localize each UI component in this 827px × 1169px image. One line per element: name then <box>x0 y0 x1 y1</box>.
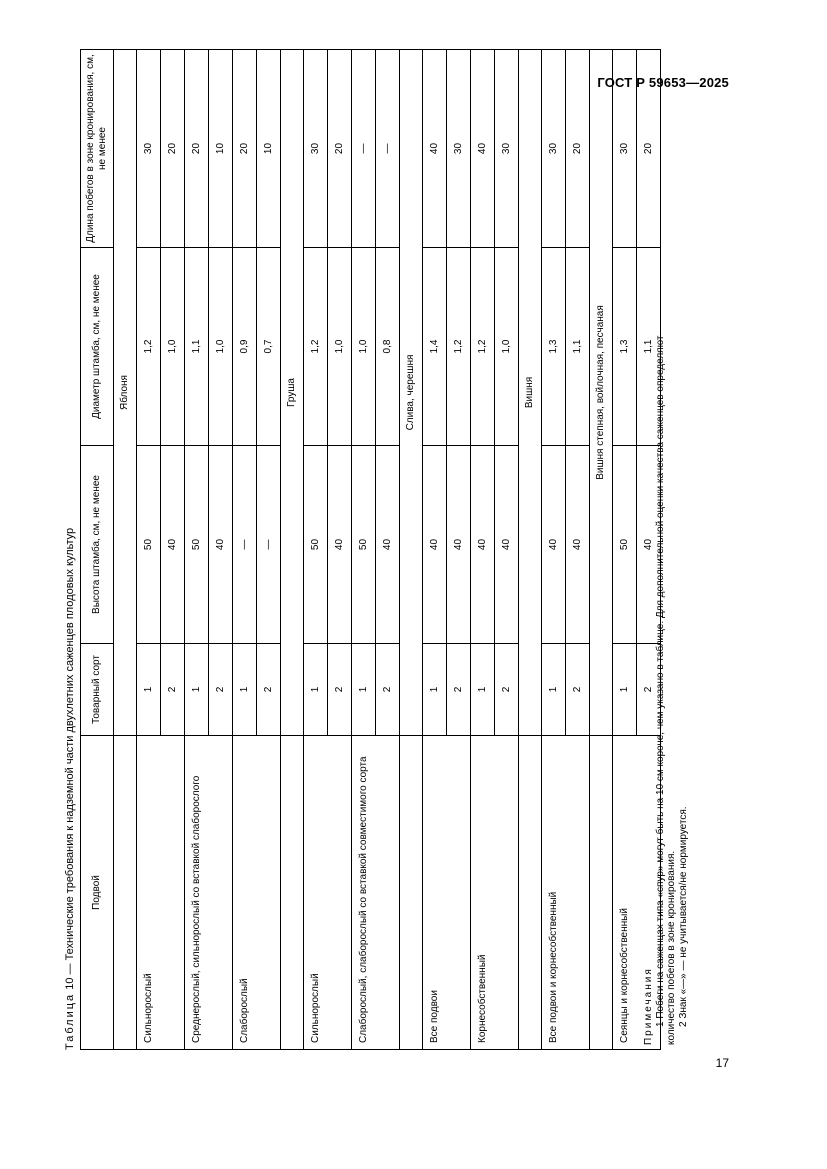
diameter-cell: 1,3 <box>542 248 566 446</box>
grade-cell: 2 <box>566 644 590 736</box>
table-notes <box>643 50 689 1045</box>
table-row <box>233 50 257 1050</box>
diameter-cell: 1,1 <box>637 248 661 446</box>
table-header-row <box>81 50 114 1050</box>
table-row <box>376 50 400 1050</box>
height-cell: 40 <box>471 446 495 644</box>
diameter-cell: 1,0 <box>161 248 185 446</box>
table-caption-number: 10 <box>64 977 76 990</box>
shoot-cell: 20 <box>566 50 590 248</box>
height-cell: 40 <box>447 446 471 644</box>
shoot-cell: 30 <box>495 50 519 248</box>
grade-cell: 1 <box>233 644 257 736</box>
diameter-cell: 1,0 <box>495 248 519 446</box>
grade-cell: 2 <box>257 644 281 736</box>
column-header-stem-diameter: Диаметр штамба, см, не менее <box>81 248 114 446</box>
diameter-cell: 0,7 <box>257 248 281 446</box>
rootstock-cell-continued <box>161 736 185 1050</box>
rootstock-cell: Сильнорослый <box>137 736 161 1050</box>
diameter-cell: 0,9 <box>233 248 257 446</box>
column-header-stem-height: Высота штамба, см, не менее <box>81 446 114 644</box>
height-cell: 40 <box>328 446 352 644</box>
rootstock-cell-continued <box>566 736 590 1050</box>
requirements-table <box>80 49 661 1050</box>
grade-cell: 1 <box>542 644 566 736</box>
column-header-grade: Товарный сорт <box>81 644 114 736</box>
note-1-line-1: 1 Побеги на саженцах типа «спур» могут быть на 10 см короче, чем указано в таблице. Для дополнительной оценки качества саженцев определяют <box>654 335 666 1027</box>
grade-cell: 2 <box>328 644 352 736</box>
table-caption <box>60 528 80 1050</box>
shoot-cell: — <box>352 50 376 248</box>
diameter-cell: 1,1 <box>566 248 590 446</box>
table-row <box>328 50 352 1050</box>
grade-cell: 2 <box>161 644 185 736</box>
rootstock-cell: Слаборослый <box>233 736 257 1050</box>
column-header-rootstock: Подвой <box>81 736 114 1050</box>
rootstock-cell: Все подвои и корнесобственный <box>542 736 566 1050</box>
height-cell: 50 <box>185 446 209 644</box>
grade-cell: 1 <box>471 644 495 736</box>
table-row <box>304 50 328 1050</box>
grade-cell: 2 <box>495 644 519 736</box>
table-row <box>209 50 233 1050</box>
height-cell: 40 <box>423 446 447 644</box>
table-row <box>566 50 590 1050</box>
grade-cell: 2 <box>447 644 471 736</box>
note-1-line-2: количество побегов в зоне кронирования. <box>666 850 677 1045</box>
height-cell: 40 <box>542 446 566 644</box>
height-cell: 40 <box>376 446 400 644</box>
height-cell: 40 <box>566 446 590 644</box>
grade-cell: 2 <box>209 644 233 736</box>
rootstock-cell: Корнесобственный <box>471 736 495 1050</box>
rootstock-cell-continued <box>328 736 352 1050</box>
column-header-shoot-length: Длина побегов в зоне кронирования, см, не менее <box>81 50 114 248</box>
shoot-cell: 30 <box>447 50 471 248</box>
diameter-cell: 1,2 <box>471 248 495 446</box>
shoot-cell: 20 <box>161 50 185 248</box>
height-cell: 40 <box>637 446 661 644</box>
table-row <box>352 50 376 1050</box>
grade-cell: 2 <box>637 644 661 736</box>
table-row <box>161 50 185 1050</box>
group-row-pear <box>281 50 304 1050</box>
table-row <box>185 50 209 1050</box>
shoot-cell: 10 <box>257 50 281 248</box>
shoot-cell: 10 <box>209 50 233 248</box>
group-row-steppe-cherry <box>590 50 613 1050</box>
rootstock-cell-continued <box>257 736 281 1050</box>
diameter-cell: 1,0 <box>352 248 376 446</box>
height-cell: 50 <box>137 446 161 644</box>
diameter-cell: 1,3 <box>613 248 637 446</box>
grade-cell: 1 <box>613 644 637 736</box>
height-cell: 40 <box>209 446 233 644</box>
rootstock-cell-continued <box>495 736 519 1050</box>
height-cell: 40 <box>161 446 185 644</box>
rotated-table-block <box>60 50 725 1050</box>
grade-cell: 1 <box>304 644 328 736</box>
page-number: 17 <box>715 1056 729 1070</box>
shoot-cell: 40 <box>423 50 447 248</box>
rootstock-cell-continued <box>447 736 471 1050</box>
notes-title: Примечания <box>643 967 654 1045</box>
group-label: Слива, черешня <box>400 50 423 736</box>
grade-cell: 1 <box>185 644 209 736</box>
table-row <box>137 50 161 1050</box>
table-caption-text: — Технические требования к надземной части двухлетних саженцев плодовых культур <box>64 527 76 975</box>
diameter-cell: 1,2 <box>447 248 471 446</box>
height-cell: 40 <box>495 446 519 644</box>
table-row <box>542 50 566 1050</box>
shoot-cell: 30 <box>542 50 566 248</box>
rootstock-cell-continued <box>376 736 400 1050</box>
shoot-cell: — <box>376 50 400 248</box>
rootstock-cell: Сильнорослый <box>304 736 328 1050</box>
height-cell: 50 <box>304 446 328 644</box>
diameter-cell: 1,2 <box>137 248 161 446</box>
shoot-cell: 30 <box>304 50 328 248</box>
height-cell: 50 <box>613 446 637 644</box>
shoot-cell: 30 <box>613 50 637 248</box>
shoot-cell: 30 <box>137 50 161 248</box>
diameter-cell: 0,8 <box>376 248 400 446</box>
standard-code: ГОСТ Р 59653—2025 <box>597 75 729 90</box>
group-label: Яблоня <box>114 50 137 736</box>
grade-cell: 2 <box>376 644 400 736</box>
table-row <box>423 50 447 1050</box>
group-row-plum <box>400 50 423 1050</box>
diameter-cell: 1,2 <box>304 248 328 446</box>
grade-cell: 1 <box>137 644 161 736</box>
table-row <box>447 50 471 1050</box>
shoot-cell: 40 <box>471 50 495 248</box>
grade-cell: 1 <box>352 644 376 736</box>
table-row <box>613 50 637 1050</box>
shoot-cell: 20 <box>637 50 661 248</box>
shoot-cell: 20 <box>328 50 352 248</box>
rootstock-cell: Слаборослый, слаборослый со вставкой совместимого сорта <box>352 736 376 1050</box>
rootstock-cell: Все подвои <box>423 736 447 1050</box>
shoot-cell: 20 <box>185 50 209 248</box>
group-label: Вишня <box>519 50 542 736</box>
diameter-cell: 1,1 <box>185 248 209 446</box>
group-label: Груша <box>281 50 304 736</box>
grade-cell: 1 <box>423 644 447 736</box>
group-label: Вишня степная, войлочная, песчаная <box>590 50 613 736</box>
table-row <box>257 50 281 1050</box>
group-row-apple <box>114 50 137 1050</box>
note-2: 2 Знак «—» — не учитывается/не нормируется. <box>677 806 689 1027</box>
table-row <box>471 50 495 1050</box>
rootstock-cell: Среднерослый, сильнорослый со вставкой слаборослого <box>185 736 209 1050</box>
group-row-cherry <box>519 50 542 1050</box>
rootstock-cell-continued <box>209 736 233 1050</box>
shoot-cell: 20 <box>233 50 257 248</box>
table-caption-prefix: Таблица <box>64 992 76 1050</box>
rootstock-cell: Сеянцы и корнесобственный <box>613 736 637 1050</box>
height-cell: — <box>257 446 281 644</box>
diameter-cell: 1,0 <box>209 248 233 446</box>
height-cell: — <box>233 446 257 644</box>
diameter-cell: 1,0 <box>328 248 352 446</box>
height-cell: 50 <box>352 446 376 644</box>
table-row <box>495 50 519 1050</box>
diameter-cell: 1,4 <box>423 248 447 446</box>
